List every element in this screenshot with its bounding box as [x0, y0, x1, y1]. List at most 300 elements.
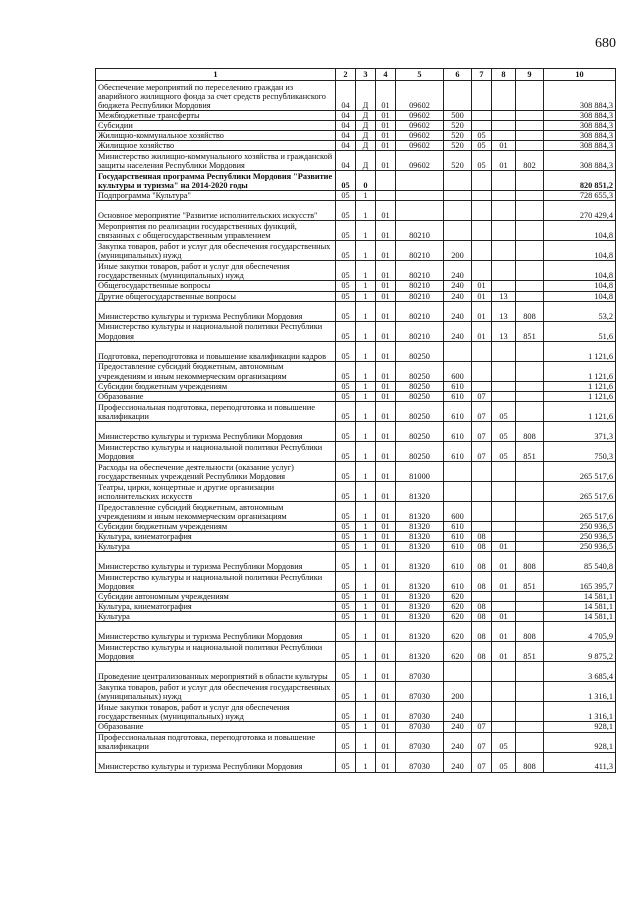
table-row: [96, 682, 616, 702]
row-amount: 265 517,6: [544, 481, 616, 501]
budget-sheet: [95, 68, 615, 773]
row-code-4: 01: [376, 81, 396, 111]
row-code-4: 01: [376, 752, 396, 772]
row-description: Министерство культуры и национальной политики Республики Мордовия: [96, 642, 336, 662]
row-code-3: 1: [356, 602, 376, 612]
row-description: Предоставление субсидий бюджетным, автономным учреждениям и иным некоммерческим организациям: [96, 501, 336, 521]
row-code-2: 05: [336, 572, 356, 592]
row-code-3: 1: [356, 682, 376, 702]
row-code-8: 05: [492, 401, 516, 421]
column-header-10: 10: [544, 69, 616, 81]
table-row: [96, 612, 616, 622]
row-code-5: 81320: [396, 531, 444, 541]
row-description: Иные закупки товаров, работ и услуг для обеспечения государственных (муниципальных) нужд: [96, 261, 336, 281]
row-description: Театры, цирки, концертные и другие организации исполнительских искусств: [96, 481, 336, 501]
row-code-4: 01: [376, 501, 396, 521]
row-code-8: [492, 171, 516, 191]
row-code-3: 0: [356, 171, 376, 191]
row-code-8: [492, 241, 516, 261]
row-code-6: 200: [444, 241, 472, 261]
row-code-5: 87030: [396, 702, 444, 722]
row-code-5: 09602: [396, 121, 444, 131]
row-description: Культура, кинематография: [96, 602, 336, 612]
row-code-5: 80210: [396, 281, 444, 291]
row-code-9: 802: [516, 151, 544, 171]
row-code-5: 81320: [396, 481, 444, 501]
row-code-8: 01: [492, 552, 516, 572]
page-number: 680: [595, 36, 616, 51]
row-code-4: 01: [376, 421, 396, 441]
row-code-2: 04: [336, 141, 356, 151]
row-code-2: 05: [336, 702, 356, 722]
row-code-3: Д: [356, 111, 376, 121]
row-code-5: 80250: [396, 341, 444, 361]
row-code-3: 1: [356, 752, 376, 772]
row-amount: 371,3: [544, 421, 616, 441]
row-code-7: 08: [472, 572, 492, 592]
row-code-9: [516, 241, 544, 261]
row-code-9: [516, 381, 544, 391]
row-code-8: [492, 341, 516, 361]
row-code-4: 01: [376, 622, 396, 642]
row-code-7: [472, 521, 492, 531]
row-code-5: 80250: [396, 391, 444, 401]
header-row: [96, 69, 616, 81]
row-code-7: 05: [472, 141, 492, 151]
row-description: Министерство жилищно-коммунального хозяйства и гражданской защиты населения Республики Мордовия: [96, 151, 336, 171]
row-code-4: 01: [376, 401, 396, 421]
row-code-8: [492, 191, 516, 201]
row-code-7: 01: [472, 301, 492, 321]
row-code-2: 05: [336, 361, 356, 381]
row-code-8: 05: [492, 732, 516, 752]
row-description: Закупка товаров, работ и услуг для обеспечения государственных (муниципальных) нужд: [96, 241, 336, 261]
row-description: Мероприятия по реализации государственных функций, связанных с общегосударственным управлением: [96, 221, 336, 241]
row-code-2: 05: [336, 401, 356, 421]
row-code-4: 01: [376, 612, 396, 622]
row-amount: 51,6: [544, 321, 616, 341]
row-code-4: 01: [376, 481, 396, 501]
row-code-2: 05: [336, 201, 356, 221]
row-code-8: 05: [492, 421, 516, 441]
row-code-5: 81320: [396, 592, 444, 602]
row-amount: 308 884,3: [544, 111, 616, 121]
row-description: Расходы на обеспечение деятельности (оказание услуг) государственных учреждений Республики Мордовия: [96, 461, 336, 481]
table-row: [96, 441, 616, 461]
row-code-7: [472, 682, 492, 702]
row-description: Основное мероприятие "Развитие исполнительских искусств": [96, 201, 336, 221]
row-amount: 308 884,3: [544, 131, 616, 141]
row-description: Культура, кинематография: [96, 531, 336, 541]
budget-table: [95, 68, 616, 773]
row-code-9: [516, 521, 544, 531]
row-code-4: 01: [376, 682, 396, 702]
row-code-4: 01: [376, 151, 396, 171]
row-code-9: [516, 341, 544, 361]
row-code-2: 05: [336, 542, 356, 552]
row-code-7: 08: [472, 622, 492, 642]
row-code-3: 1: [356, 702, 376, 722]
row-code-4: 01: [376, 722, 396, 732]
row-code-7: [472, 111, 492, 121]
row-code-8: [492, 722, 516, 732]
row-code-3: Д: [356, 121, 376, 131]
row-code-9: [516, 722, 544, 732]
row-description: Министерство культуры и национальной политики Республики Мордовия: [96, 321, 336, 341]
row-description: Образование: [96, 391, 336, 401]
row-code-3: 1: [356, 592, 376, 602]
row-amount: 1 316,1: [544, 682, 616, 702]
row-code-2: 05: [336, 281, 356, 291]
row-code-2: 05: [336, 241, 356, 261]
table-row: [96, 732, 616, 752]
table-row: [96, 722, 616, 732]
row-code-3: 1: [356, 241, 376, 261]
row-code-7: 07: [472, 421, 492, 441]
row-code-9: [516, 121, 544, 131]
table-row: [96, 171, 616, 191]
row-code-7: [472, 592, 492, 602]
row-code-8: [492, 662, 516, 682]
row-amount: 750,3: [544, 441, 616, 461]
row-code-5: 80250: [396, 381, 444, 391]
row-code-3: 1: [356, 461, 376, 481]
row-code-7: [472, 81, 492, 111]
row-code-9: [516, 682, 544, 702]
row-code-8: [492, 221, 516, 241]
row-code-3: 1: [356, 201, 376, 221]
row-code-9: [516, 81, 544, 111]
row-code-6: 240: [444, 291, 472, 301]
row-amount: 14 581,1: [544, 592, 616, 602]
row-code-5: 80210: [396, 241, 444, 261]
row-code-6: 240: [444, 261, 472, 281]
row-code-7: 07: [472, 401, 492, 421]
row-amount: 308 884,3: [544, 151, 616, 171]
row-code-3: 1: [356, 191, 376, 201]
row-code-6: 610: [444, 421, 472, 441]
column-header-1: 1: [96, 69, 336, 81]
row-code-7: [472, 361, 492, 381]
row-amount: 4 705,9: [544, 622, 616, 642]
row-code-2: 05: [336, 682, 356, 702]
row-code-3: 1: [356, 421, 376, 441]
row-code-4: 01: [376, 301, 396, 321]
table-row: [96, 662, 616, 682]
row-description: Межбюджетные трансферты: [96, 111, 336, 121]
row-code-7: 08: [472, 642, 492, 662]
row-code-4: 01: [376, 521, 396, 531]
row-description: Министерство культуры и туризма Республики Мордовия: [96, 421, 336, 441]
row-code-4: [376, 191, 396, 201]
row-code-8: [492, 111, 516, 121]
row-code-6: 620: [444, 612, 472, 622]
row-code-2: 05: [336, 291, 356, 301]
row-amount: 250 936,5: [544, 542, 616, 552]
row-code-6: 240: [444, 722, 472, 732]
row-description: Общегосударственные вопросы: [96, 281, 336, 291]
row-code-2: 04: [336, 151, 356, 171]
row-code-9: [516, 261, 544, 281]
row-code-2: 05: [336, 341, 356, 361]
row-description: Субсидии автономным учреждениям: [96, 592, 336, 602]
row-code-4: 01: [376, 221, 396, 241]
row-code-7: [472, 501, 492, 521]
row-description: Жилищное хозяйство: [96, 141, 336, 151]
row-code-5: 80250: [396, 401, 444, 421]
row-code-7: 05: [472, 131, 492, 141]
row-code-7: 01: [472, 281, 492, 291]
row-description: Субсидии: [96, 121, 336, 131]
row-code-9: 851: [516, 441, 544, 461]
row-code-8: 01: [492, 612, 516, 622]
column-header-7: 7: [472, 69, 492, 81]
row-code-9: [516, 131, 544, 141]
row-code-9: [516, 461, 544, 481]
row-code-5: 81320: [396, 501, 444, 521]
row-code-9: [516, 221, 544, 241]
row-code-3: Д: [356, 131, 376, 141]
row-amount: 308 884,3: [544, 121, 616, 131]
row-code-8: 13: [492, 291, 516, 301]
row-code-9: 851: [516, 321, 544, 341]
table-row: [96, 592, 616, 602]
row-code-6: [444, 191, 472, 201]
row-code-2: 04: [336, 81, 356, 111]
table-row: [96, 291, 616, 301]
row-amount: 308 884,3: [544, 141, 616, 151]
row-description: Жилищно-коммунальное хозяйство: [96, 131, 336, 141]
row-code-9: [516, 481, 544, 501]
row-code-2: 05: [336, 722, 356, 732]
row-code-4: 01: [376, 642, 396, 662]
row-code-8: [492, 261, 516, 281]
row-code-3: 1: [356, 552, 376, 572]
row-code-5: 87030: [396, 722, 444, 732]
row-code-7: [472, 171, 492, 191]
table-row: [96, 131, 616, 141]
row-code-6: 520: [444, 151, 472, 171]
row-code-3: 1: [356, 391, 376, 401]
row-description: Министерство культуры и туризма Республики Мордовия: [96, 752, 336, 772]
row-code-4: 01: [376, 602, 396, 612]
column-header-9: 9: [516, 69, 544, 81]
row-code-8: 01: [492, 642, 516, 662]
row-code-7: [472, 221, 492, 241]
table-row: [96, 241, 616, 261]
row-code-9: 808: [516, 421, 544, 441]
row-description: Министерство культуры и туризма Республики Мордовия: [96, 622, 336, 642]
row-amount: 104,8: [544, 241, 616, 261]
row-code-7: 05: [472, 151, 492, 171]
row-description: Образование: [96, 722, 336, 732]
table-row: [96, 361, 616, 381]
row-code-3: 1: [356, 301, 376, 321]
row-code-6: 620: [444, 622, 472, 642]
row-description: Субсидии бюджетным учреждениям: [96, 521, 336, 531]
row-code-4: 01: [376, 552, 396, 572]
row-amount: 104,8: [544, 221, 616, 241]
row-code-3: 1: [356, 281, 376, 291]
row-amount: 1 121,6: [544, 361, 616, 381]
row-code-7: 08: [472, 602, 492, 612]
row-code-6: 240: [444, 752, 472, 772]
row-code-4: 01: [376, 141, 396, 151]
row-code-8: 13: [492, 301, 516, 321]
row-code-6: 610: [444, 381, 472, 391]
table-header: [96, 69, 616, 81]
table-row: [96, 481, 616, 501]
row-amount: 3 685,4: [544, 662, 616, 682]
row-code-4: 01: [376, 281, 396, 291]
table-row: [96, 381, 616, 391]
row-description: Предоставление субсидий бюджетным, автономным учреждениям и иным некоммерческим организациям: [96, 361, 336, 381]
row-description: Подготовка, переподготовка и повышение квалификации кадров: [96, 341, 336, 361]
row-code-5: 80210: [396, 301, 444, 321]
row-code-9: [516, 111, 544, 121]
row-code-5: 81320: [396, 612, 444, 622]
row-description: Министерство культуры и туризма Республики Мордовия: [96, 552, 336, 572]
row-code-5: 81320: [396, 521, 444, 531]
row-code-6: 240: [444, 732, 472, 752]
row-code-4: 01: [376, 572, 396, 592]
row-description: Государственная программа Республики Мордовия "Развитие культуры и туризма" на 2014-2020 годы: [96, 171, 336, 191]
row-code-6: [444, 461, 472, 481]
row-code-9: 851: [516, 572, 544, 592]
row-code-8: [492, 131, 516, 141]
row-code-3: 1: [356, 381, 376, 391]
row-code-7: 07: [472, 732, 492, 752]
row-amount: 411,3: [544, 752, 616, 772]
row-code-2: 05: [336, 261, 356, 281]
row-description: Закупка товаров, работ и услуг для обеспечения государственных (муниципальных) нужд: [96, 682, 336, 702]
row-code-7: [472, 341, 492, 361]
row-code-8: [492, 391, 516, 401]
row-code-3: 1: [356, 521, 376, 531]
row-code-2: 05: [336, 521, 356, 531]
row-amount: 14 581,1: [544, 612, 616, 622]
row-code-2: 05: [336, 381, 356, 391]
row-code-9: [516, 501, 544, 521]
row-code-8: 13: [492, 321, 516, 341]
row-code-5: 80250: [396, 441, 444, 461]
row-code-3: 1: [356, 732, 376, 752]
row-code-3: 1: [356, 572, 376, 592]
row-description: Профессиональная подготовка, переподготовка и повышение квалификации: [96, 401, 336, 421]
row-amount: 104,8: [544, 291, 616, 301]
row-code-9: 808: [516, 301, 544, 321]
row-code-9: [516, 201, 544, 221]
row-code-5: 81320: [396, 572, 444, 592]
row-code-8: [492, 81, 516, 111]
row-code-6: 520: [444, 121, 472, 131]
row-code-4: [376, 171, 396, 191]
row-code-2: 04: [336, 131, 356, 141]
row-code-3: Д: [356, 141, 376, 151]
row-description: Профессиональная подготовка, переподготовка и повышение квалификации: [96, 732, 336, 752]
table-row: [96, 81, 616, 111]
row-code-4: 01: [376, 662, 396, 682]
row-code-2: 05: [336, 221, 356, 241]
row-code-2: 05: [336, 662, 356, 682]
row-code-4: 01: [376, 732, 396, 752]
row-code-5: 87030: [396, 662, 444, 682]
row-description: Министерство культуры и национальной политики Республики Мордовия: [96, 572, 336, 592]
table-body: [96, 81, 616, 773]
row-amount: 14 581,1: [544, 602, 616, 612]
row-amount: 1 121,6: [544, 401, 616, 421]
row-amount: 1 121,6: [544, 391, 616, 401]
row-code-6: 620: [444, 592, 472, 602]
table-row: [96, 321, 616, 341]
row-code-6: 500: [444, 111, 472, 121]
row-code-9: [516, 361, 544, 381]
row-code-8: [492, 201, 516, 221]
row-code-9: [516, 702, 544, 722]
row-code-5: 81320: [396, 622, 444, 642]
row-code-6: [444, 481, 472, 501]
row-code-5: [396, 191, 444, 201]
row-code-2: 05: [336, 501, 356, 521]
row-code-2: 05: [336, 171, 356, 191]
row-code-6: [444, 171, 472, 191]
row-code-5: 81320: [396, 602, 444, 612]
row-code-6: 520: [444, 131, 472, 141]
row-code-7: [472, 121, 492, 131]
row-code-4: 01: [376, 702, 396, 722]
table-row: [96, 572, 616, 592]
row-amount: 85 540,8: [544, 552, 616, 572]
row-code-5: 80210: [396, 221, 444, 241]
table-row: [96, 401, 616, 421]
row-code-2: 05: [336, 552, 356, 572]
row-code-4: 01: [376, 381, 396, 391]
table-row: [96, 121, 616, 131]
row-code-8: [492, 121, 516, 131]
row-code-7: 08: [472, 612, 492, 622]
row-code-2: 05: [336, 752, 356, 772]
row-amount: 728 655,3: [544, 191, 616, 201]
row-code-7: [472, 662, 492, 682]
row-code-9: [516, 291, 544, 301]
table-row: [96, 552, 616, 572]
row-code-4: 01: [376, 531, 396, 541]
row-code-9: 851: [516, 642, 544, 662]
row-code-6: 600: [444, 361, 472, 381]
row-code-3: 1: [356, 622, 376, 642]
row-code-8: 05: [492, 441, 516, 461]
row-code-7: 01: [472, 291, 492, 301]
row-code-7: [472, 261, 492, 281]
row-code-8: [492, 381, 516, 391]
row-code-5: 80210: [396, 291, 444, 301]
row-code-9: [516, 141, 544, 151]
row-code-4: 01: [376, 111, 396, 121]
row-code-3: 1: [356, 361, 376, 381]
row-code-5: 80250: [396, 361, 444, 381]
row-amount: 9 875,2: [544, 642, 616, 662]
row-code-7: 07: [472, 722, 492, 732]
table-row: [96, 622, 616, 642]
column-header-6: 6: [444, 69, 472, 81]
row-code-2: 05: [336, 622, 356, 642]
row-code-6: 610: [444, 401, 472, 421]
row-description: Министерство культуры и национальной политики Республики Мордовия: [96, 441, 336, 461]
row-code-6: 610: [444, 531, 472, 541]
row-code-5: 81000: [396, 461, 444, 481]
row-code-3: 1: [356, 321, 376, 341]
row-code-4: 01: [376, 592, 396, 602]
